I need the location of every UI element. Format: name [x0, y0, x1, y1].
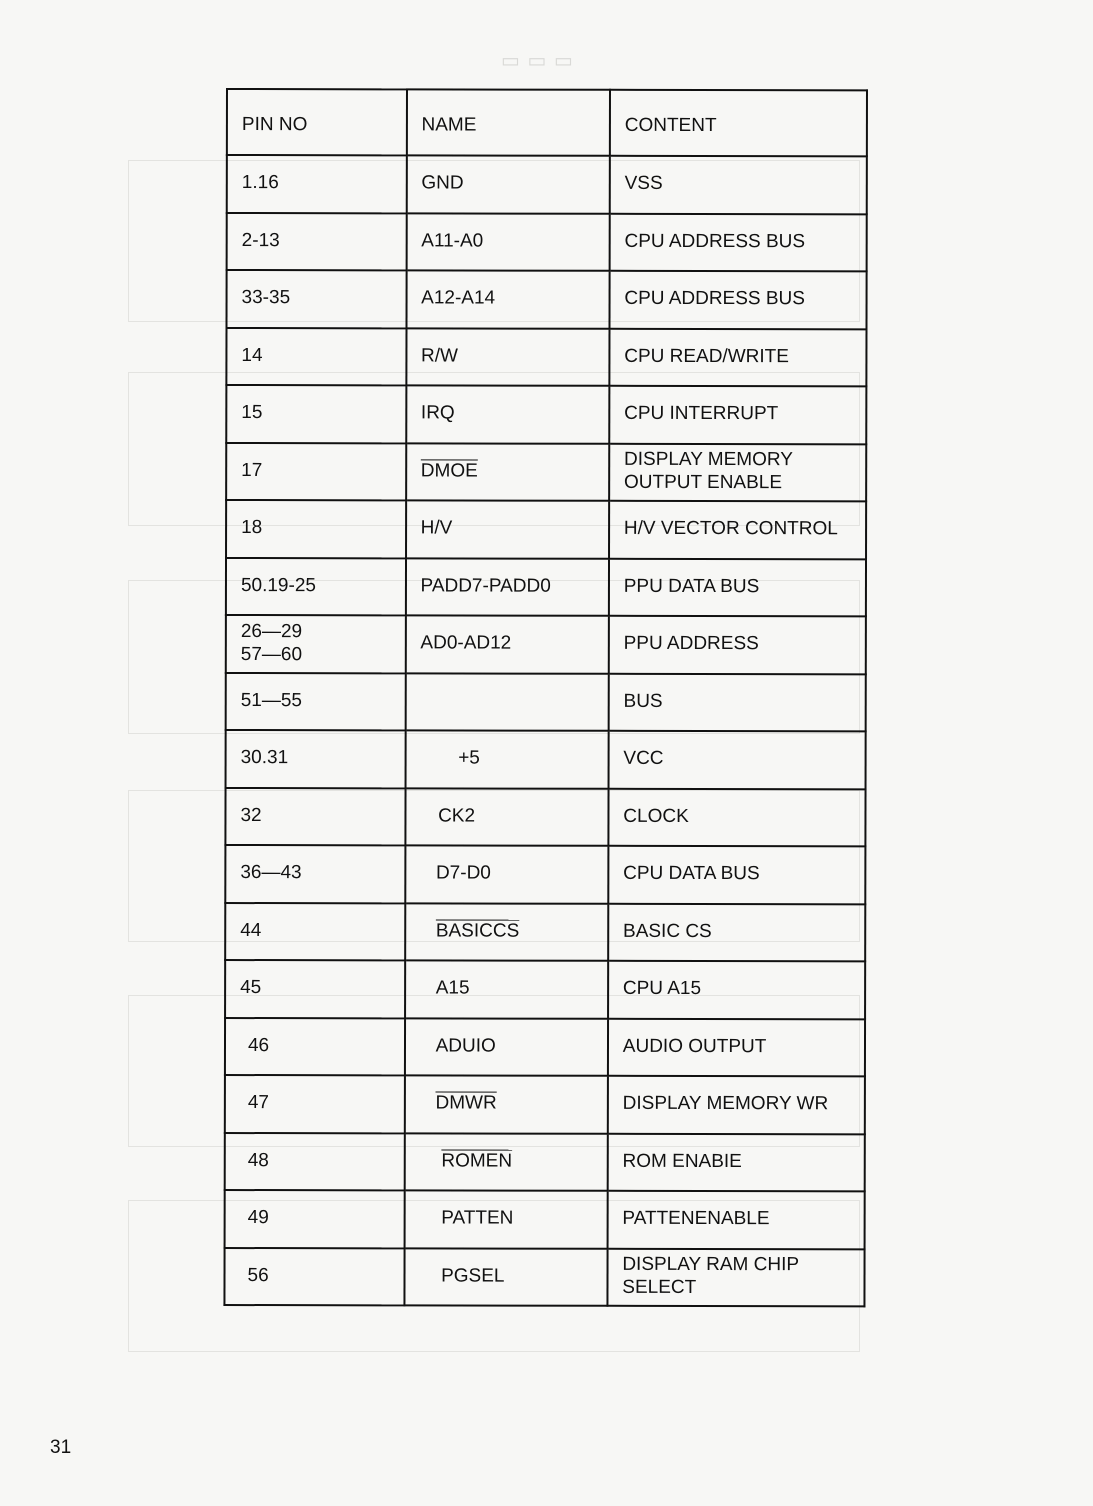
pin-cell: 32: [225, 788, 405, 846]
name-cell: PADD7-PADD0: [406, 558, 609, 616]
pin-cell: 44: [225, 903, 405, 961]
name-cell: A12-A14: [406, 270, 609, 328]
content-cell: CPU INTERRUPT: [609, 386, 866, 444]
table-row: [226, 385, 866, 444]
content-cell: PATTENENABLE: [607, 1191, 864, 1249]
content-cell: VCC: [608, 731, 865, 789]
name-cell: ROMEN: [404, 1133, 607, 1191]
content-cell: CPU DATA BUS: [608, 846, 865, 904]
pin-cell: 18: [226, 500, 406, 558]
pin-cell: 2-13: [227, 213, 407, 271]
table-row: [226, 443, 866, 502]
pin-cell: 33-35: [226, 270, 406, 328]
name-cell: GND: [406, 155, 609, 213]
name-cell: PGSEL: [404, 1248, 607, 1306]
content-cell: BUS: [608, 673, 865, 731]
content-cell: CPU ADDRESS BUS: [609, 213, 866, 271]
content-cell: CLOCK: [608, 788, 865, 846]
pin-cell: 36—43: [225, 845, 405, 903]
content-cell: DISPLAY MEMORY OUTPUT ENABLE: [609, 443, 866, 501]
pin-cell: 50.19-25: [226, 558, 406, 616]
table-row: [226, 500, 866, 559]
name-cell: D7-D0: [405, 845, 608, 903]
content-cell: VSS: [610, 156, 867, 214]
content-cell: DISPLAY MEMORY WR: [608, 1076, 865, 1134]
header-content: CONTENT: [610, 90, 867, 157]
table-row: [225, 960, 865, 1019]
header-pin-no: PIN NO: [227, 89, 407, 155]
table-row: [225, 1190, 865, 1249]
content-cell: AUDIO OUTPUT: [608, 1018, 865, 1076]
show-through-text: ▭ ▭ ▭: [500, 50, 573, 72]
content-cell: CPU A15: [608, 961, 865, 1019]
pin-cell: 1.16: [227, 155, 407, 213]
table-row: [226, 730, 866, 789]
pin-cell: 49: [225, 1190, 405, 1248]
table-row: [225, 903, 865, 962]
page-number: 31: [50, 1437, 72, 1458]
table-row: [226, 673, 866, 732]
table-row: [226, 615, 866, 674]
pin-cell: 30.31: [226, 730, 406, 788]
table-row: [225, 1075, 865, 1134]
content-cell: DISPLAY RAM CHIP SELECT: [607, 1248, 864, 1306]
table-row: [227, 155, 867, 214]
name-cell: A15: [405, 960, 608, 1018]
name-cell: [405, 673, 608, 731]
table-row: [224, 1247, 864, 1306]
content-cell: ROM ENABIE: [608, 1133, 865, 1191]
table-row: [225, 788, 865, 847]
table-row: [226, 558, 866, 617]
pin-cell: 51—55: [226, 673, 406, 731]
content-cell: PPU ADDRESS: [609, 616, 866, 674]
pin-cell: 26—29 57—60: [226, 615, 406, 673]
name-cell: AD0-AD12: [405, 615, 608, 673]
pin-cell: 47: [225, 1075, 405, 1133]
content-cell: BASIC CS: [608, 903, 865, 961]
pin-cell: 14: [226, 328, 406, 386]
name-cell: BASICCS: [405, 903, 608, 961]
table-row: [226, 270, 866, 329]
name-cell: PATTEN: [404, 1190, 607, 1248]
header-name: NAME: [406, 89, 609, 155]
pin-cell: 48: [225, 1132, 405, 1190]
table-row: [225, 1132, 865, 1191]
name-cell: H/V: [406, 500, 609, 558]
pin-cell: 46: [225, 1018, 405, 1076]
name-cell: CK2: [405, 788, 608, 846]
table-row: [227, 213, 867, 272]
table-header-row: [227, 89, 867, 156]
name-cell: +5: [405, 730, 608, 788]
name-cell: A11-A0: [406, 213, 609, 271]
name-cell: R/W: [406, 328, 609, 386]
content-cell: CPU ADDRESS BUS: [609, 271, 866, 329]
name-cell: ADUIO: [405, 1018, 608, 1076]
pin-cell: 56: [224, 1247, 404, 1305]
pin-cell: 17: [226, 443, 406, 501]
name-cell: DMOE: [406, 443, 609, 501]
content-cell: CPU READ/WRITE: [609, 328, 866, 386]
pin-cell: 45: [225, 960, 405, 1018]
name-cell: DMWR: [404, 1075, 607, 1133]
content-cell: H/V VECTOR CONTROL: [609, 501, 866, 559]
table-row: [225, 845, 865, 904]
pin-table: [223, 88, 868, 1307]
pin-cell: 15: [226, 385, 406, 443]
table-row: [225, 1018, 865, 1077]
content-cell: PPU DATA BUS: [609, 558, 866, 616]
table-row: [226, 328, 866, 387]
name-cell: IRQ: [406, 385, 609, 443]
